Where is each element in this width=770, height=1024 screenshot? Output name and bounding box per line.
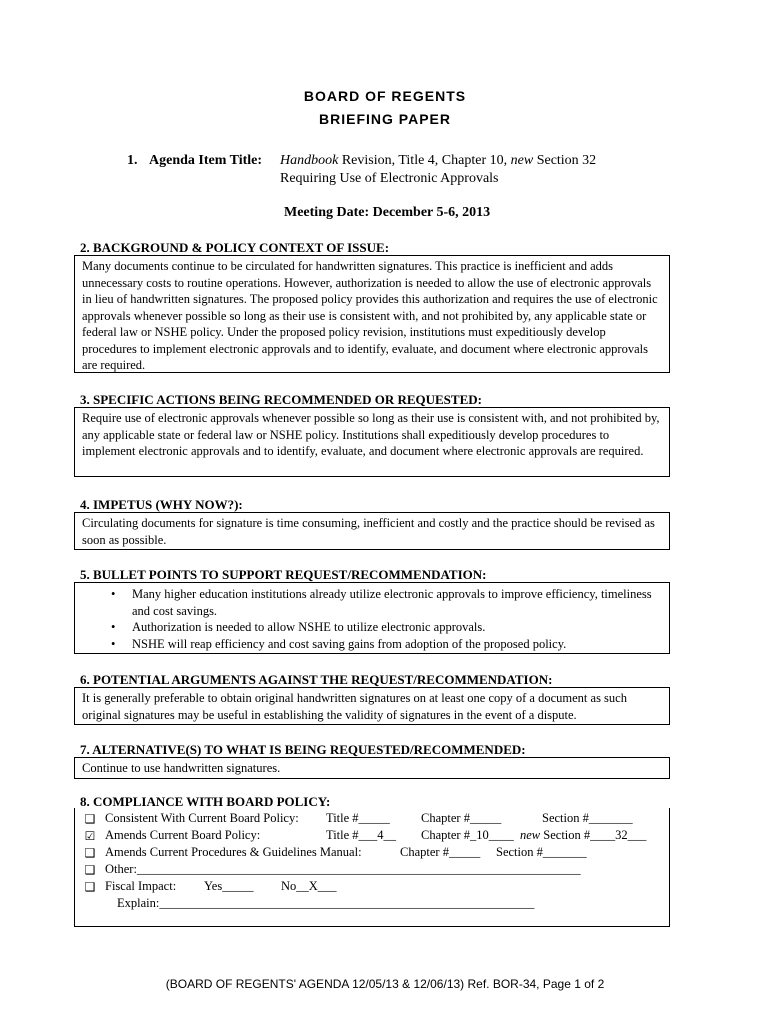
section-background-body: Many documents continue to be circulated for handwritten signatures. This practice is inefficient and adds unnecessary costs to routine operations. However, authorization is needed to allow the use of electronic approvals in lieu of handwritten signatures. The proposed policy provides this authorization and requires the use of electronic approvals whenever possible so long as their use is consistent with, and not prohibited by, any applicable state or federal law or NSHE policy. Under the proposed policy revision, institutions must expeditiously develop procedures to implement electronic approvals and to identify, evaluate, and document where electronic approvals are required. bbox=[82, 259, 658, 372]
agenda-title-text-2: Section 32 bbox=[533, 153, 597, 168]
bullet-icon: • bbox=[111, 620, 116, 634]
compliance-amends-section bbox=[520, 828, 646, 843]
checkbox-unchecked-icon[interactable]: ❑ bbox=[84, 880, 96, 894]
section-impetus-body: Circulating documents for signature is time consuming, inefficient and costly and the practice should be revised as soon as possible. bbox=[82, 516, 655, 547]
compliance-fiscal-label: Fiscal Impact: bbox=[105, 879, 177, 893]
section-impetus-title: 4. IMPETUS (WHY NOW?): bbox=[80, 497, 243, 512]
compliance-consistent-label: Consistent With Current Board Policy: bbox=[105, 811, 299, 825]
bullet-text: NSHE will reap efficiency and cost saving gains from adoption of the proposed policy. bbox=[132, 636, 567, 651]
meeting-date: Meeting Date: December 5-6, 2013 bbox=[284, 205, 491, 220]
section-impetus-box bbox=[74, 512, 670, 550]
compliance-consistent-title: Title #_____ bbox=[326, 811, 390, 825]
compliance-amends-chapter: Chapter #_10____ bbox=[421, 828, 514, 842]
section-alternatives-body: Continue to use handwritten signatures. bbox=[82, 761, 281, 775]
compliance-explain-label: Explain:____________________________________________________________ bbox=[117, 896, 535, 910]
header-title: BOARD OF REGENTS bbox=[303, 88, 467, 104]
list-item bbox=[111, 636, 662, 653]
checkbox-unchecked-icon[interactable]: ❑ bbox=[84, 863, 96, 877]
bullet-icon: • bbox=[111, 636, 116, 651]
checkbox-unchecked-icon[interactable]: ❑ bbox=[84, 846, 96, 860]
section-background-box bbox=[74, 255, 670, 373]
compliance-procedures-chapter: Chapter #_____ bbox=[400, 845, 481, 859]
list-item bbox=[111, 586, 662, 619]
agenda-title-text-1: Revision, Title 4, Chapter 10, bbox=[338, 153, 511, 168]
bullet-list bbox=[82, 586, 662, 652]
page-footer: (BOARD OF REGENTS' AGENDA 12/05/13 & 12/06/13) Ref. BOR-34, Page 1 of 2 bbox=[165, 977, 605, 991]
agenda-title-italic-handbook: Handbook bbox=[280, 153, 339, 168]
agenda-number: 1. bbox=[127, 153, 138, 168]
compliance-amends-section-italic: new bbox=[520, 828, 541, 842]
section-arguments-title: 6. POTENTIAL ARGUMENTS AGAINST THE REQUEST/RECOMMENDATION: bbox=[80, 672, 553, 687]
section-bullets-title: 5. BULLET POINTS TO SUPPORT REQUEST/RECOMMENDATION: bbox=[80, 567, 487, 582]
checkbox-unchecked-icon[interactable]: ❑ bbox=[84, 812, 96, 826]
compliance-amends-section-text: Section #____32___ bbox=[540, 828, 647, 842]
section-alternatives-title: 7. ALTERNATIVE(S) TO WHAT IS BEING REQUESTED/RECOMMENDED: bbox=[80, 742, 526, 757]
compliance-fiscal-yes: Yes_____ bbox=[204, 879, 254, 893]
compliance-fiscal-no: No__X___ bbox=[281, 879, 337, 893]
checkbox-checked-icon[interactable]: ☑ bbox=[84, 829, 96, 843]
header-subtitle: BRIEFING PAPER bbox=[319, 111, 451, 127]
section-actions-box bbox=[74, 407, 670, 477]
section-arguments-box bbox=[74, 687, 670, 725]
section-background-title: 2. BACKGROUND & POLICY CONTEXT OF ISSUE: bbox=[80, 240, 390, 255]
agenda-label: Agenda Item Title: bbox=[149, 153, 263, 168]
section-arguments-body: It is generally preferable to obtain original handwritten signatures on at least one copy of a document as such original signatures may be useful in establishing the validity of signatures in the event of a dispute. bbox=[82, 691, 627, 722]
compliance-consistent-chapter: Chapter #_____ bbox=[421, 811, 502, 825]
bullet-icon: • bbox=[111, 587, 116, 601]
section-actions-body: Require use of electronic approvals whenever possible so long as their use is consistent with, and not prohibited by, any applicable state or federal law or NSHE policy. Institutions shall expeditiously develop procedures to implement electronic approvals and to identify, evaluate, and document where electronic approvals are required. bbox=[82, 411, 660, 458]
agenda-title-line-1 bbox=[280, 152, 596, 170]
compliance-amends-title: Title #___4__ bbox=[326, 828, 397, 842]
section-bullets-box bbox=[74, 582, 670, 654]
compliance-consistent-section: Section #_______ bbox=[542, 811, 633, 825]
compliance-amends-label: Amends Current Board Policy: bbox=[105, 828, 261, 842]
list-item bbox=[111, 619, 662, 636]
section-compliance-box bbox=[74, 808, 670, 927]
bullet-text: Many higher education institutions already utilize electronic approvals to improve efficiency, timeliness and cost savings. bbox=[132, 587, 652, 618]
compliance-other-label: Other:_______________________________________________________________________ bbox=[105, 862, 581, 876]
section-compliance-title: 8. COMPLIANCE WITH BOARD POLICY: bbox=[80, 794, 331, 809]
bullet-text: Authorization is needed to allow NSHE to utilize electronic approvals. bbox=[132, 620, 486, 634]
agenda-title-line-2: Requiring Use of Electronic Approvals bbox=[280, 171, 499, 186]
compliance-procedures-section: Section #_______ bbox=[496, 845, 587, 859]
section-alternatives-box bbox=[74, 757, 670, 779]
section-actions-title: 3. SPECIFIC ACTIONS BEING RECOMMENDED OR REQUESTED: bbox=[80, 392, 482, 407]
compliance-procedures-label: Amends Current Procedures & Guidelines Manual: bbox=[105, 845, 362, 859]
agenda-title-italic-new: new bbox=[510, 153, 534, 168]
